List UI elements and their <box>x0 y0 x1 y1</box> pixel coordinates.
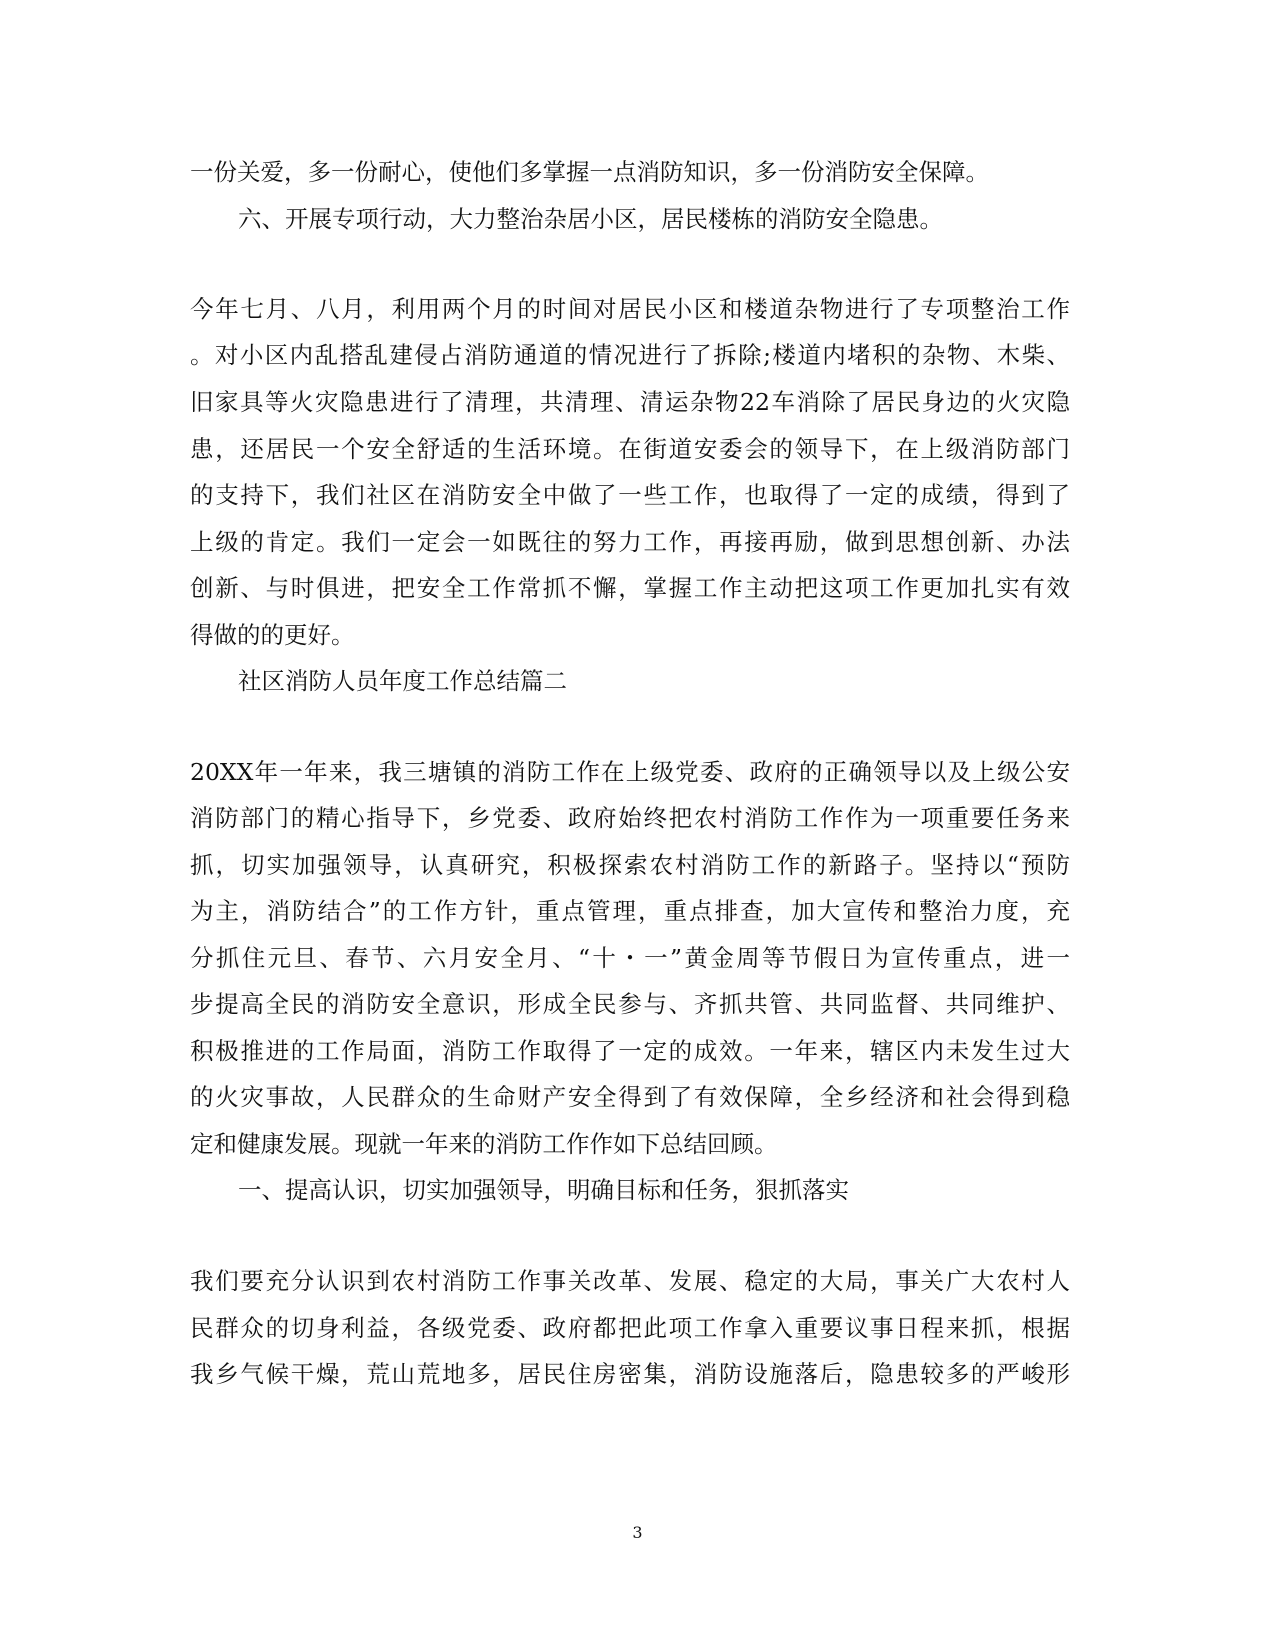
body-text-line: 为主，消防结合”的工作方针，重点管理，重点排查，加大宣传和整治力度，充 <box>190 897 1070 925</box>
body-text-line: 的火灾事故，人民群众的生命财产安全得到了有效保障，全乡经济和社会得到稳 <box>190 1083 1070 1111</box>
section-heading: 一、提高认识，切实加强领导，明确目标和任务，狠抓落实 <box>238 1176 849 1204</box>
body-text-line: 上级的肯定。我们一定会一如既往的努力工作，再接再励，做到思想创新、办法 <box>190 528 1070 556</box>
body-text-line: 创新、与时俱进，把安全工作常抓不懈，掌握工作主动把这项工作更加扎实有效 <box>190 574 1070 602</box>
body-text-line: 步提高全民的消防安全意识，形成全民参与、齐抓共管、共同监督、共同维护、 <box>190 990 1070 1018</box>
page-number: 3 <box>632 1523 643 1542</box>
body-text-line: 我们要充分认识到农村消防工作事关改革、发展、稳定的大局，事关广大农村人 <box>190 1267 1070 1295</box>
body-text-line: 得做的的更好。 <box>190 621 355 649</box>
section-title: 社区消防人员年度工作总结篇二 <box>238 667 567 695</box>
body-text-line: 民群众的切身利益，各级党委、政府都把此项工作拿入重要议事日程来抓，根据 <box>190 1314 1070 1342</box>
body-text-line: 我乡气候干燥，荒山荒地多，居民住房密集，消防设施落后，隐患较多的严峻形 <box>190 1360 1070 1388</box>
body-text-line: 患，还居民一个安全舒适的生活环境。在街道安委会的领导下，在上级消防部门 <box>190 435 1070 463</box>
body-text-line: 积极推进的工作局面，消防工作取得了一定的成效。一年来，辖区内未发生过大 <box>190 1037 1070 1065</box>
body-text-line: 抓，切实加强领导，认真研究，积极探索农村消防工作的新路子。坚持以“预防 <box>190 851 1070 879</box>
body-text-line: 今年七月、八月，利用两个月的时间对居民小区和楼道杂物进行了专项整治工作 <box>190 295 1070 323</box>
section-heading: 六、开展专项行动，大力整治杂居小区，居民楼栋的消防安全隐患。 <box>238 205 943 233</box>
body-text-line: 旧家具等火灾隐患进行了清理，共清理、清运杂物22车消除了居民身边的火灾隐 <box>190 388 1070 416</box>
body-text-line: 消防部门的精心指导下，乡党委、政府始终把农村消防工作作为一项重要任务来 <box>190 804 1070 832</box>
body-text-line: 一份关爱，多一份耐心，使他们多掌握一点消防知识，多一份消防安全保障。 <box>190 158 989 186</box>
body-text-line: 的支持下，我们社区在消防安全中做了一些工作，也取得了一定的成绩，得到了 <box>190 481 1070 509</box>
body-text-line: 20XX年一年来，我三塘镇的消防工作在上级党委、政府的正确领导以及上级公安 <box>190 758 1070 786</box>
body-text-line: 分抓住元旦、春节、六月安全月、“十・一”黄金周等节假日为宣传重点，进一 <box>190 944 1070 972</box>
body-text-line: 。对小区内乱搭乱建侵占消防通道的情况进行了拆除;楼道内堵积的杂物、木柴、 <box>190 341 1070 369</box>
body-text-line: 定和健康发展。现就一年来的消防工作作如下总结回顾。 <box>190 1130 778 1158</box>
